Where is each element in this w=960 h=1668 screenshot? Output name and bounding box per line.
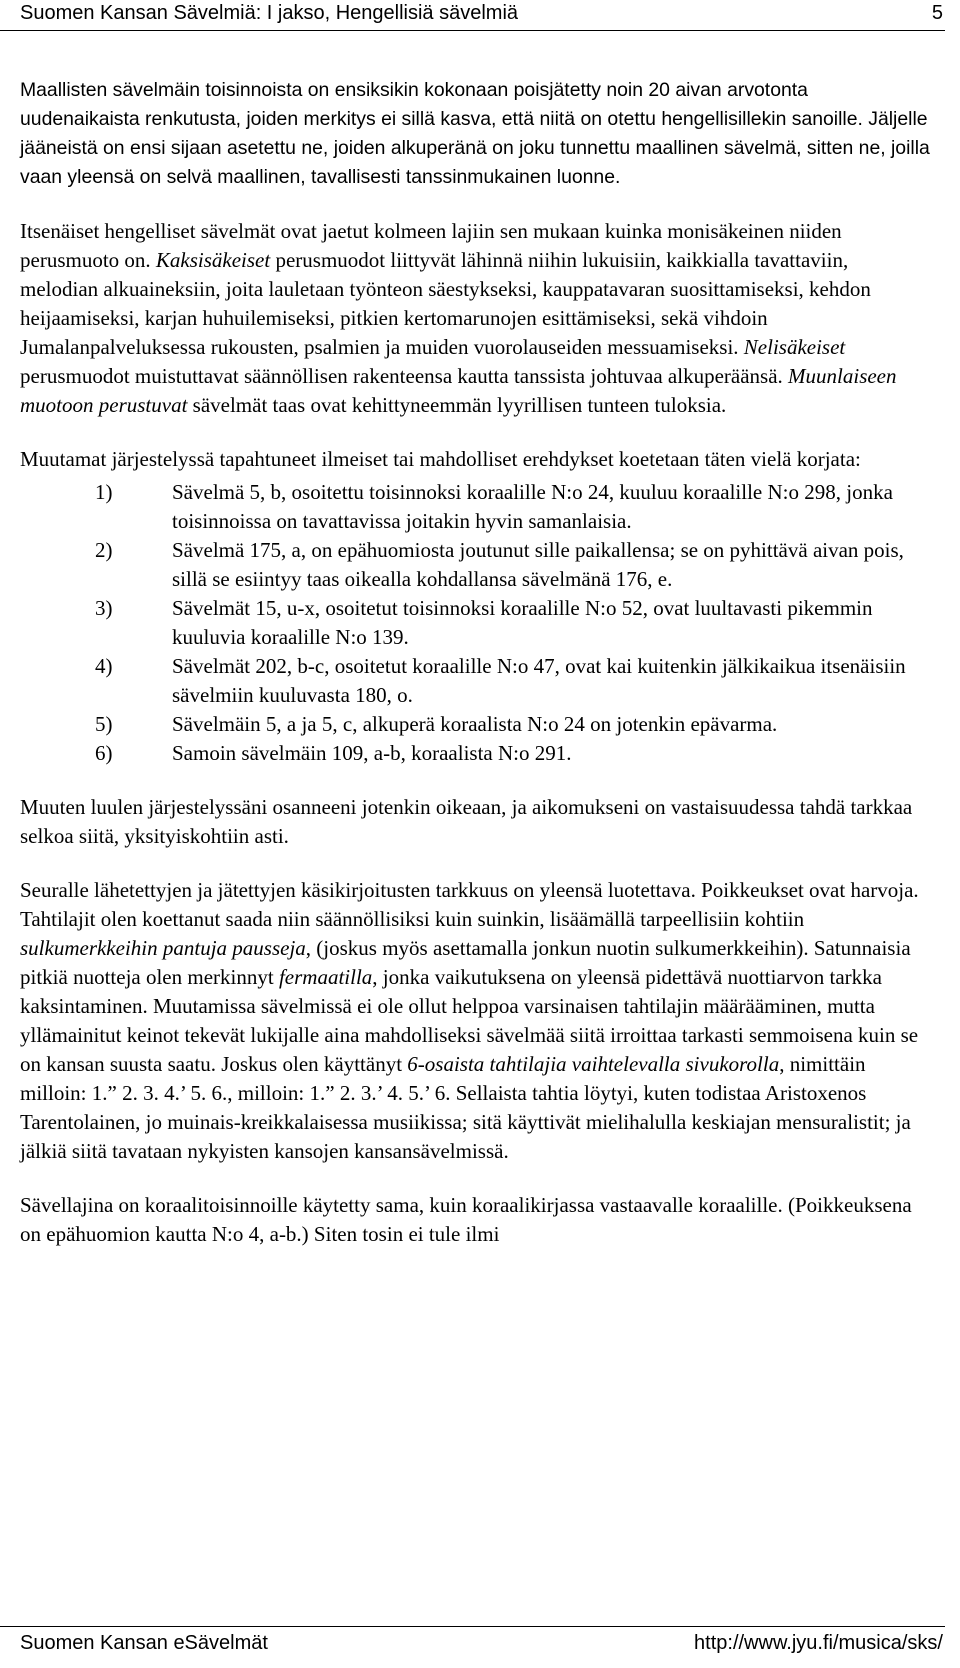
italic-term: fermaatilla <box>278 965 373 989</box>
corrections-list <box>20 478 930 768</box>
italic-term: 6-osaista tahtilajia vaihtelevalla sivukorolla <box>407 1052 780 1076</box>
list-item-number: 6) <box>95 741 113 765</box>
text-run: perusmuodot muistuttavat säännöllisen rakenteensa kautta tanssista johtuvaa alkuperäänsä. <box>20 364 789 388</box>
list-item <box>20 710 930 739</box>
text-run: Itsenäiset hengelliset sävelmät ovat jaetut kolmeen lajiin sen mukaan kuinka monisäkeinen niiden perusmuoto on. <box>20 219 842 272</box>
footer-url-link[interactable]: http://www.jyu.fi/musica/sks/ <box>694 1632 943 1654</box>
paragraph-independent-melodies <box>20 217 930 420</box>
paragraph-manuscripts <box>20 876 930 1166</box>
text-run: perusmuodot liittyvät lähinnä niihin lukuisiin, kaikkialla tavattaviin, melodian alkuaineksiin, joita lauletaan työnteon säestykseksi, kauppatavaran suosittamiseksi, kehdon heijaamiseksi, karjan huhuilemiseksi, pitkien kertomarunojen esittämiseksi, sekä vihdoin Jumalanpalveluksessa rukousten, psalmien ja muiden vuorolauseiden messuamiseksi. <box>20 248 871 359</box>
list-item-number: 4) <box>95 654 113 678</box>
italic-term: Kaksisäkeiset <box>155 248 271 272</box>
list-item <box>20 739 930 768</box>
page-footer <box>0 1628 945 1668</box>
paragraph-arrangement: Muuten luulen järjestelyssäni osanneeni jotenkin oikeaan, ja aikomukseni on vastaisuudessa tahdä tarkkaa selkoa siitä, yksityiskohtiin asti. <box>20 795 913 848</box>
paragraph-keys: Sävellajina on koraalitoisinnoille käytetty sama, kuin koraalikirjassa vastaavalle koraalille. (Poikkeuksena on epähuomion kautta N:o 4, a-b.) Siten tosin ei tule ilmi <box>20 1193 912 1246</box>
list-item-number: 5) <box>95 712 113 736</box>
text-run: sävelmät taas ovat kehittyneemmän lyyrillisen tunteen tuloksia. <box>187 393 727 417</box>
list-item-text: Sävelmäin 5, a ja 5, c, alkuperä koraalista N:o 24 on jotenkin epävarma. <box>172 712 778 736</box>
paragraph-secular-melodies: Maallisten sävelmäin toisinnoista on ensiksikin kokonaan poisjätetty noin 20 aivan arvotonta uudenaikaista renkutusta, joiden merkitys ei sillä kasva, että niitä on otettu hengellisillekin sanoille. Jäljelle jääneistä on ensi sijaan asetettu ne, joiden alkuperänä on joku tunnettu maallinen sävelmä, sitten ne, joilla vaan yleensä on selvä maallinen, tavallisesti tanssinmukainen luonne. <box>20 79 930 188</box>
paragraph-corrections-intro: Muutamat järjestelyssä tapahtuneet ilmeiset tai mahdolliset erehdykset koetetaan täten vielä korjata: <box>20 447 861 471</box>
list-item <box>20 478 930 536</box>
page-body <box>20 76 930 1274</box>
text-run: , (joskus myös asettamalla jonkun nuotin sulkumerkkeihin). Satunnaisia pitkiä nuotteja olen merkinnyt <box>20 936 911 989</box>
text-run: , jonka vaikutuksena on yleensä pidettävä nuottiarvon tarkka kaksintaminen. Muutamissa sävelmissä ei ole ollut helppoa varsinaisen tahtilajin määrääminen, mutta yllämainitut keinot tekevät lukijalle aina mahdolliseksi sävelmää siitä irroittaa tarkasti semmoisena kuin se on kansan suusta saatu. Joskus olen käyttänyt <box>20 965 919 1076</box>
list-item-text: Sävelmät 202, b-c, osoitetut koraalille N:o 47, ovat kai kuitenkin jälkikaikua itsenäisiin sävelmiin kuuluvasta 180, o. <box>172 654 906 707</box>
list-item-number: 3) <box>95 596 113 620</box>
list-item <box>20 594 930 652</box>
list-item-text: Sävelmä 175, a, on epähuomiosta joutunut sille paikallensa; se on pyhittävä aivan pois, sillä se esiintyy taas oikealla kohdallansa sävelmänä 176, e. <box>172 538 904 591</box>
list-item-text: Sävelmät 15, u-x, osoitetut toisinnoksi koraalille N:o 52, ovat luultavasti pikemmin kuuluvia koraalille N:o 139. <box>172 596 873 649</box>
text-run: Seuralle lähetettyjen ja jätettyjen käsikirjoitusten tarkkuus on yleensä luotettava. Poikkeukset ovat harvoja. Tahtilajit olen koettanut saada niin säännöllisiksi kuin suinkin, lisäämällä tarpeellisiin kohtiin <box>20 878 919 931</box>
list-item <box>20 652 930 710</box>
list-item-number: 1) <box>95 480 113 504</box>
header-title: Suomen Kansan Sävelmiä: I jakso, Hengellisiä sävelmiä <box>20 2 519 24</box>
list-item-text: Samoin sävelmäin 109, a-b, koraalista N:o 291. <box>172 741 572 765</box>
text-run: , nimittäin milloin: 1.” 2. 3. 4.’ 5. 6., milloin: 1.” 2. 3.’ 4. 5.’ 6. Sellaista tahtia löytyi, kuten todistaa Aristoxenos Tarentolainen, jo muinais-kreikkalaisessa musiikissa; sitä käyttivät mielihalulla keskiajan mensuralistit; ja jälkiä siitä tavataan nykyisten kansojen kansansävelmissä. <box>20 1052 911 1163</box>
list-item-text: Sävelmä 5, b, osoitettu toisinnoksi koraalille N:o 24, kuuluu koraalille N:o 298, jonka toisinnoissa on tavattavissa joitakin hyvin samanlaisia. <box>172 480 893 533</box>
footer-divider <box>0 1626 945 1627</box>
italic-term: Nelisäkeiset <box>743 335 846 359</box>
page-number: 5 <box>931 2 943 24</box>
page-header <box>0 0 945 32</box>
italic-term: Muunlaiseen muotoon perustuvat <box>20 364 897 417</box>
list-item-number: 2) <box>95 538 113 562</box>
list-item <box>20 536 930 594</box>
header-divider <box>0 30 945 31</box>
footer-publication: Suomen Kansan eSävelmät <box>20 1632 268 1654</box>
italic-term: sulkumerkkeihin pantuja pausseja <box>20 936 306 960</box>
